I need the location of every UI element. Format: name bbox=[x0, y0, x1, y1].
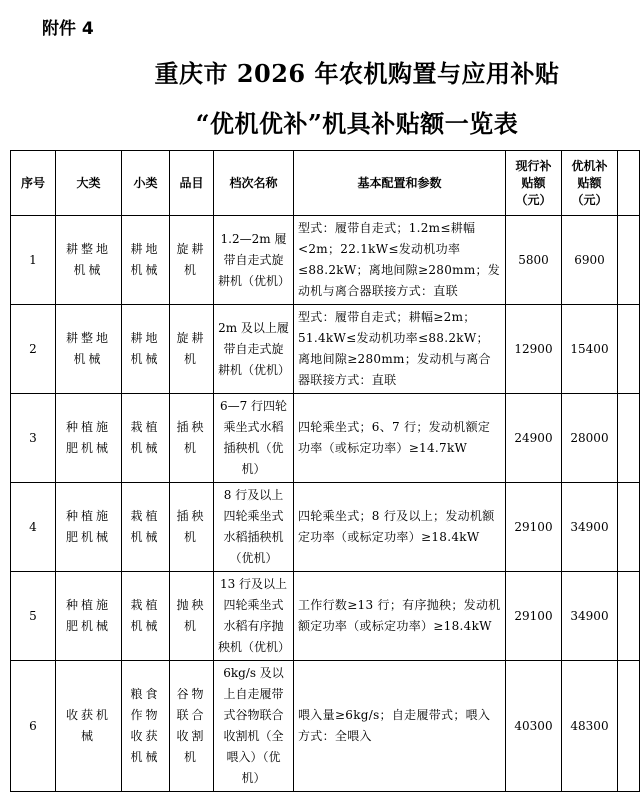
cell-spec: 四轮乘坐式；8 行及以上；发动机额定功率（或标定功率）≥18.4kW bbox=[294, 483, 506, 572]
table-row bbox=[11, 661, 640, 792]
cell-current-subsidy: 5800 bbox=[506, 216, 562, 305]
header-spec: 基本配置和参数 bbox=[294, 151, 506, 216]
header-subcategory: 小类 bbox=[122, 151, 170, 216]
cell-no: 4 bbox=[11, 483, 56, 572]
cell-premium-subsidy: 28000 bbox=[562, 394, 618, 483]
cell-premium-subsidy: 34900 bbox=[562, 483, 618, 572]
cell-no: 1 bbox=[11, 216, 56, 305]
cell-spec: 工作行数≥13 行；有序抛秧；发动机额定功率（或标定功率）≥18.4kW bbox=[294, 572, 506, 661]
table-row bbox=[11, 483, 640, 572]
cell-item: 旋耕机 bbox=[170, 305, 214, 394]
cell-truncated bbox=[618, 661, 640, 792]
cell-truncated bbox=[618, 305, 640, 394]
cell-spec: 型式：履带自走式；1.2m≤耕幅<2m；22.1kW≤发动机功率≤88.2kW；离地间隙≥280mm；发动机与离合器联接方式：直联 bbox=[294, 216, 506, 305]
cell-subcategory: 栽植机械 bbox=[122, 394, 170, 483]
table-row bbox=[11, 216, 640, 305]
cell-grade: 6—7 行四轮乘坐式水稻插秧机（优机） bbox=[214, 394, 294, 483]
cell-no: 6 bbox=[11, 661, 56, 792]
header-no: 序号 bbox=[11, 151, 56, 216]
header-item: 品目 bbox=[170, 151, 214, 216]
cell-no: 5 bbox=[11, 572, 56, 661]
cell-grade: 8 行及以上四轮乘坐式水稻插秧机（优机） bbox=[214, 483, 294, 572]
cell-premium-subsidy: 15400 bbox=[562, 305, 618, 394]
cell-current-subsidy: 29100 bbox=[506, 483, 562, 572]
header-category: 大类 bbox=[56, 151, 122, 216]
subsidy-table bbox=[10, 150, 640, 792]
cell-spec: 型式：履带自走式；耕幅≥2m；51.4kW≤发动机功率≤88.2kW；离地间隙≥280mm；发动机与离合器联接方式：直联 bbox=[294, 305, 506, 394]
header-grade: 档次名称 bbox=[214, 151, 294, 216]
cell-premium-subsidy: 6900 bbox=[562, 216, 618, 305]
cell-category: 种植施肥机械 bbox=[56, 394, 122, 483]
cell-subcategory: 耕地机械 bbox=[122, 216, 170, 305]
cell-truncated bbox=[618, 483, 640, 572]
cell-grade: 13 行及以上四轮乘坐式水稻有序抛秧机（优机） bbox=[214, 572, 294, 661]
document-title-line2: “优机优补”机具补贴额一览表 bbox=[195, 109, 519, 138]
cell-current-subsidy: 29100 bbox=[506, 572, 562, 661]
cell-spec: 喂入量≥6kg/s；自走履带式；喂入方式：全喂入 bbox=[294, 661, 506, 792]
cell-item: 谷物联合收割机 bbox=[170, 661, 214, 792]
cell-category: 种植施肥机械 bbox=[56, 572, 122, 661]
cell-item: 插秧机 bbox=[170, 394, 214, 483]
cell-grade: 6kg/s 及以上自走履带式谷物联合收割机（全喂入）（优机） bbox=[214, 661, 294, 792]
table-row bbox=[11, 572, 640, 661]
table-row bbox=[11, 305, 640, 394]
cell-subcategory: 粮食作物收获机械 bbox=[122, 661, 170, 792]
cell-current-subsidy: 12900 bbox=[506, 305, 562, 394]
cell-no: 2 bbox=[11, 305, 56, 394]
cell-current-subsidy: 40300 bbox=[506, 661, 562, 792]
cell-grade: 1.2—2m 履带自走式旋耕机（优机） bbox=[214, 216, 294, 305]
cell-item: 旋耕机 bbox=[170, 216, 214, 305]
cell-item: 抛秧机 bbox=[170, 572, 214, 661]
cell-subcategory: 栽植机械 bbox=[122, 572, 170, 661]
cell-premium-subsidy: 48300 bbox=[562, 661, 618, 792]
cell-category: 耕整地机械 bbox=[56, 305, 122, 394]
header-premium-subsidy: 优机补贴额（元） bbox=[562, 151, 618, 216]
cell-item: 插秧机 bbox=[170, 483, 214, 572]
cell-premium-subsidy: 34900 bbox=[562, 572, 618, 661]
document-title-line1: 重庆市 2026 年农机购置与应用补贴 bbox=[154, 59, 560, 88]
cell-category: 收获机械 bbox=[56, 661, 122, 792]
table-header-row bbox=[11, 151, 640, 216]
cell-category: 耕整地机械 bbox=[56, 216, 122, 305]
cell-truncated bbox=[618, 394, 640, 483]
cell-category: 种植施肥机械 bbox=[56, 483, 122, 572]
cell-spec: 四轮乘坐式；6、7 行；发动机额定功率（或标定功率）≥14.7kW bbox=[294, 394, 506, 483]
cell-current-subsidy: 24900 bbox=[506, 394, 562, 483]
cell-truncated bbox=[618, 572, 640, 661]
cell-grade: 2m 及以上履带自走式旋耕机（优机） bbox=[214, 305, 294, 394]
cell-subcategory: 栽植机械 bbox=[122, 483, 170, 572]
header-truncated-column bbox=[618, 151, 640, 216]
header-current-subsidy: 现行补贴额（元） bbox=[506, 151, 562, 216]
cell-subcategory: 耕地机械 bbox=[122, 305, 170, 394]
cell-no: 3 bbox=[11, 394, 56, 483]
cell-truncated bbox=[618, 216, 640, 305]
table-row bbox=[11, 394, 640, 483]
attachment-label: 附件 4 bbox=[42, 19, 94, 39]
